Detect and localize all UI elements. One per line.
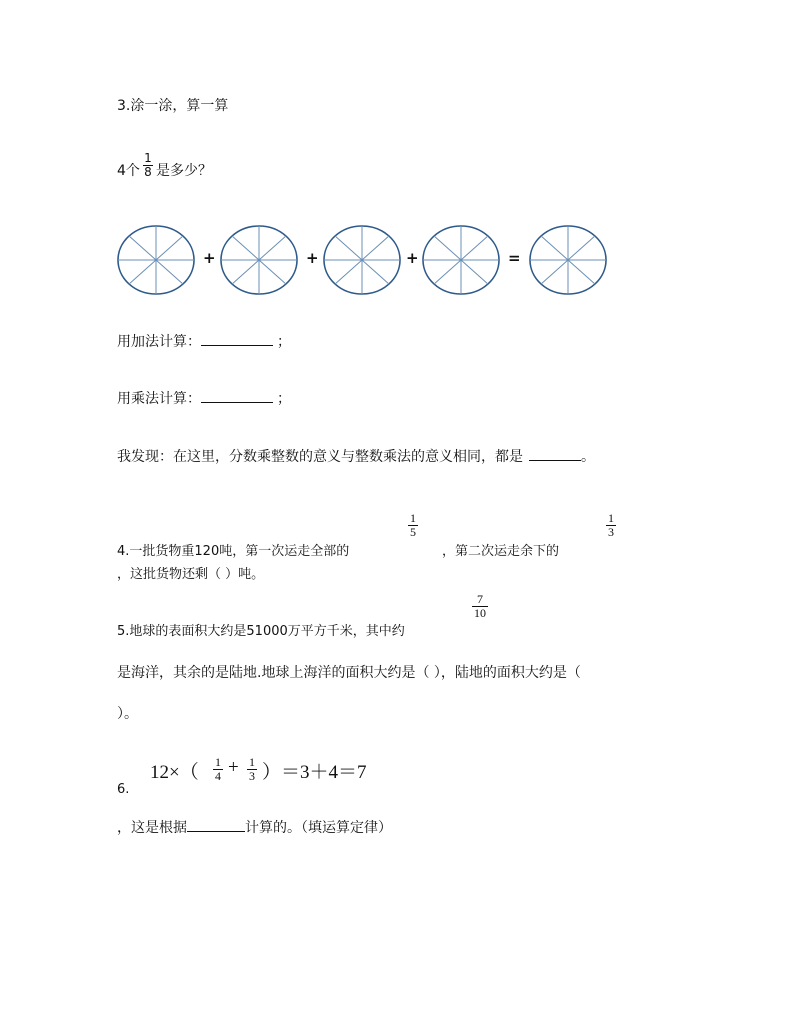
fraction-denominator: 8 [144, 165, 152, 179]
q3-question-prefix: 4个 [117, 163, 140, 179]
addition-label: 用加法计算： [117, 334, 201, 350]
discovery-answer-blank[interactable] [529, 446, 581, 461]
discovery-row [117, 446, 595, 466]
addition-end: ； [277, 334, 291, 350]
fraction-denominator: 4 [215, 769, 221, 783]
q5-line2: 是海洋，其余的是陆地.地球上海洋的面积大约是（ ），陆地的面积大约是（ [117, 665, 581, 681]
circle-divided-8-3[interactable] [322, 224, 402, 296]
circle-divided-8-2[interactable] [219, 224, 299, 296]
fraction-seven-tenths [472, 593, 488, 620]
discovery-end: 。 [581, 449, 595, 465]
multiplication-answer-blank[interactable] [201, 388, 273, 403]
operator-equals: = [508, 249, 521, 267]
fraction-denominator: 5 [410, 525, 416, 539]
fraction-numerator: 1 [608, 511, 614, 525]
q5-line3: ）。 [117, 706, 138, 722]
addition-answer-blank[interactable] [201, 331, 273, 346]
fraction-denominator: 3 [608, 525, 614, 539]
operator-plus: + [203, 249, 216, 267]
fraction-one-third [247, 756, 257, 783]
q6-tail-row [117, 817, 392, 837]
operator-plus: + [306, 249, 319, 267]
circle-divided-8-4[interactable] [421, 224, 501, 296]
fraction-one-quarter [213, 756, 223, 783]
q6-plus: + [228, 757, 239, 778]
q6-tail-suffix: 计算的。（填运算定律） [245, 820, 392, 836]
multiplication-end: ； [277, 391, 291, 407]
fraction-one-fifth [408, 512, 418, 539]
q4-line2: ，这批货物还剩（ ）吨。 [117, 567, 265, 582]
q6-expr-start: 12×（ [150, 762, 199, 783]
q6-tail-prefix: ，这是根据 [117, 820, 187, 836]
circle-divided-8-1[interactable] [116, 224, 196, 296]
multiplication-label: 用乘法计算： [117, 391, 201, 407]
fraction-numerator: 1 [249, 755, 255, 769]
q6-expr-end: ）＝3＋4＝7 [262, 762, 367, 783]
q5-line1: 5.地球的表面积大约是51000万平方千米，其中约 [117, 624, 405, 639]
fraction-denominator: 10 [474, 606, 486, 620]
addition-row [117, 331, 291, 351]
q4-line1-mid: ，第二次运走余下的 [442, 544, 560, 559]
fraction-one-eighth [143, 152, 153, 179]
fraction-numerator: 1 [410, 511, 416, 525]
q4-line1: 4.一批货物重120吨，第一次运走全部的 [117, 544, 350, 559]
q3-question-suffix: 是多少？ [156, 163, 212, 179]
q6-number: 6. [117, 782, 130, 797]
fraction-one-third [606, 512, 616, 539]
q3-title: 3.涂一涂，算一算 [117, 98, 229, 114]
q6-answer-blank[interactable] [187, 817, 245, 832]
q6-expression [150, 757, 199, 784]
operator-plus: + [406, 249, 419, 267]
circle-divided-8-5[interactable] [528, 224, 608, 296]
fraction-numerator: 1 [215, 755, 221, 769]
fraction-numerator: 1 [144, 151, 152, 165]
multiplication-row [117, 388, 291, 408]
fraction-numerator: 7 [477, 592, 483, 606]
fraction-denominator: 3 [249, 769, 255, 783]
discovery-text: 我发现：在这里，分数乘整数的意义与整数乘法的意义相同，都是 [117, 449, 523, 465]
